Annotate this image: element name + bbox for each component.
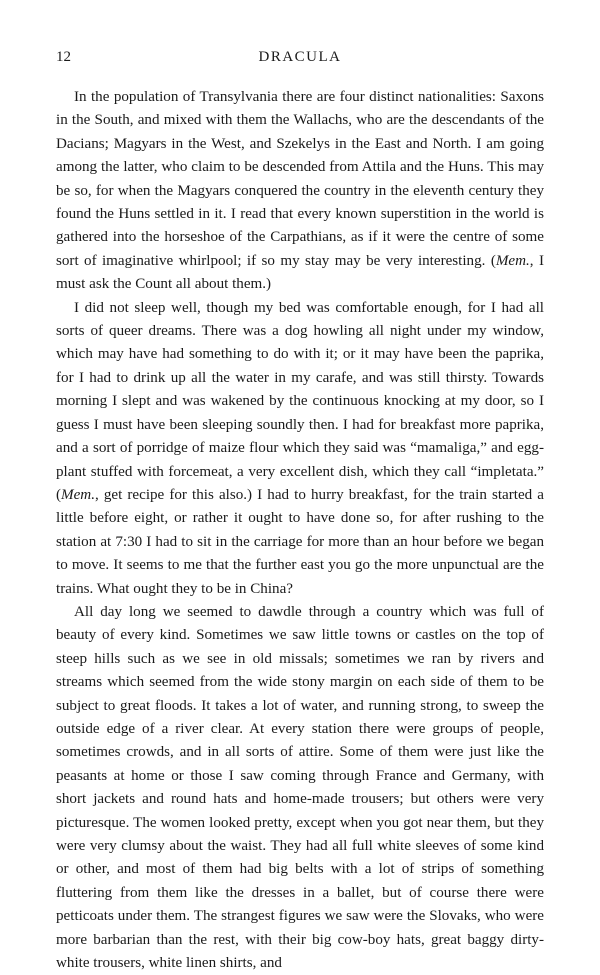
text-segment: , I must ask the Count all about them.): [56, 252, 544, 293]
paragraph-night-and-breakfast: [56, 297, 544, 601]
text-segment: , get recipe for this also.) I had to hurry breakfast, for the train started a little before eight, or rather it ought to have done so, for after rushing to the station at 7:30 I had to sit in the carriage for more than an hour before we began to move. It seems to me that the further east you go the more unpunctual are the trains. What ought they to be in China?: [56, 486, 544, 597]
page-header: [56, 49, 544, 71]
memo-abbreviation: Mem.: [495, 252, 530, 269]
body-text: [56, 86, 544, 975]
text-segment: I did not sleep well, though my bed was comfortable enough, for I had all sorts of queer dreams. There was a dog howling all night under my window, which may have had something to do with it; or it may have been the paprika, for I had to drink up all the water in my carafe, and was still thirsty. Towards morning I slept and was wakened by the continuous knocking at my door, so I guess I must have been sleeping soundly then. I had for breakfast more paprika, and a sort of porridge of maize flour which they said was “mamaliga,” and egg-plant stuffed with forcemeat, a very excellent dish, which they call “impletata.” (: [56, 299, 544, 503]
page-number: 12: [56, 49, 71, 65]
text-segment: In the population of Transylvania there are four distinct nationalities: Saxons in the South, and mixed with them the Wallachs, who are the descendants of the Dacians; Magyars in the West, and Szekelys in the East and North. I am going among the latter, who claim to be descended from Attila and the Huns. This may be so, for when the Magyars conquered the country in the eleventh century they found the Huns settled in it. I read that every known superstition in the world is gathered into the horseshoe of the Carpathians, as if it were the centre of some sort of imaginative whirlpool; if so my stay may be very interesting. (: [56, 89, 544, 269]
memo-abbreviation: Mem.: [61, 486, 95, 503]
text-segment: All day long we seemed to dawdle through a country which was full of beauty of every kind. Sometimes we saw little towns or castles on the top of steep hills such as we see in old missals; sometimes we ran by rivers and streams which seemed from the wide stony margin on each side of them to be subject to great floods. It takes a lot of water, and running strong, to sweep the outside edge of a river clear. At every station there were groups of people, sometimes crowds, and in all sorts of attire. Some of them were just like the peasants at home or those I saw coming through France and Germany, with short jackets and round hats and home-made trousers; but others were very picturesque. The women looked pretty, except when you got near them, but they were very clumsy about the waist. They had all full white sleeves of some kind or other, and most of them had big belts with a lot of strips of something fluttering from them like the dresses in a ballet, but of course there were petticoats under them. The strangest figures we saw were the Slovaks, who were more barbarian than the rest, with their big cow-boy hats, great baggy dirty-white trousers, white linen shirts, and: [56, 603, 544, 972]
paragraph-train-journey: [56, 601, 544, 975]
paragraph-transylvania-population: [56, 86, 544, 297]
running-title: DRACULA: [258, 49, 342, 65]
